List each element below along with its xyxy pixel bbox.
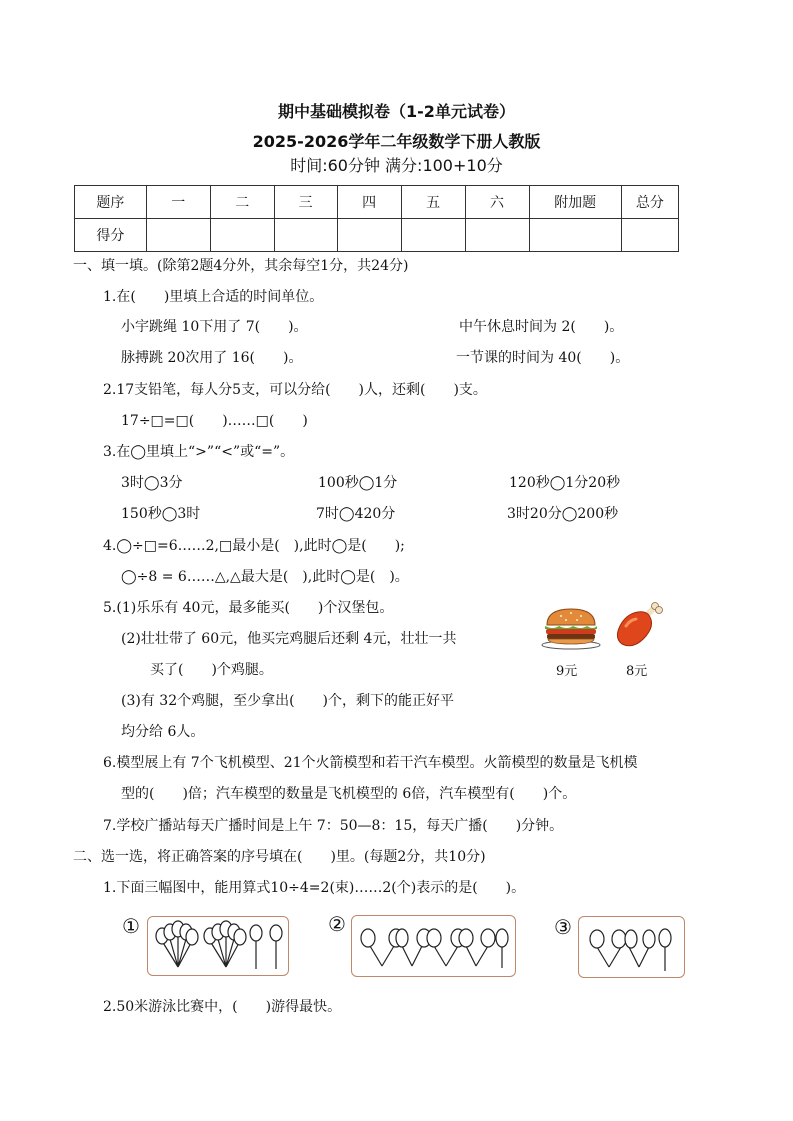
option-2-picture[interactable]: [351, 915, 516, 977]
q4-line2: ◯÷8 = 6……△,△最大是( ),此时◯是( )。: [121, 569, 409, 585]
option-1-label[interactable]: ①: [122, 914, 140, 938]
exam-time-info: 时间:60分钟 满分:100+10分: [290, 156, 503, 175]
q3-item: 7时◯420分: [316, 506, 396, 522]
q5-part2b: 买了( )个鸡腿。: [150, 662, 273, 678]
q3-item: 3时◯3分: [121, 475, 183, 491]
drumstick-icon: [612, 602, 664, 654]
score-header-cell: 五: [401, 186, 465, 219]
exam-title: 期中基础模拟卷（1-2单元试卷）: [278, 102, 515, 121]
section2-heading: 二、选一选，将正确答案的序号填在( )里。(每题2分，共10分): [73, 849, 486, 865]
score-input-cell[interactable]: [337, 219, 401, 252]
score-table: [74, 185, 679, 252]
score-input-cell[interactable]: [210, 219, 274, 252]
score-table-score-row: [75, 219, 679, 252]
q1-item-d: 一节课的时间为 40( )。: [456, 350, 630, 366]
score-header-cell: 三: [274, 186, 337, 219]
q5-part3b: 均分给 6人。: [121, 724, 205, 740]
q4-line1: 4.◯÷□=6……2,□最小是( ),此时◯是( );: [103, 538, 405, 554]
q5-part2a: (2)壮壮带了 60元，他买完鸡腿后还剩 4元，壮壮一共: [121, 631, 457, 647]
section1-heading: 一、填一填。(除第2题4分外，其余每空1分，共24分): [73, 258, 409, 274]
score-header-cell: 四: [337, 186, 401, 219]
option-2-label[interactable]: ②: [328, 912, 346, 936]
burger-price: 9元: [556, 664, 578, 679]
score-input-cell[interactable]: [465, 219, 529, 252]
score-input-cell[interactable]: [146, 219, 210, 252]
q1-item-c: 脉搏跳 20次用了 16( )。: [121, 350, 303, 366]
drumstick-price: 8元: [626, 664, 648, 679]
score-header-cell: 一: [146, 186, 210, 219]
score-input-cell[interactable]: [529, 219, 621, 252]
score-header-cell: 题序: [75, 186, 147, 219]
score-row-label: 得分: [75, 219, 147, 252]
s2-q1-stem: 1.下面三幅图中，能用算式10÷4=2(束)……2(个)表示的是( )。: [103, 880, 526, 896]
exam-subtitle: 2025-2026学年二年级数学下册人教版: [252, 132, 541, 151]
q5-part1: 5.(1)乐乐有 40元，最多能买( )个汉堡包。: [103, 600, 394, 616]
score-input-cell[interactable]: [274, 219, 337, 252]
q6-line1: 6.模型展上有 7个飞机模型、21个火箭模型和若干汽车模型。火箭模型的数量是飞机模: [103, 755, 638, 771]
score-header-cell: 六: [465, 186, 529, 219]
q1-stem: 1.在( )里填上合适的时间单位。: [103, 289, 324, 305]
q6-line2: 型的( )倍；汽车模型的数量是飞机模型的 6倍，汽车模型有( )个。: [121, 786, 577, 802]
score-input-cell[interactable]: [401, 219, 465, 252]
q7-line: 7.学校广播站每天广播时间是上午 7：50—8：15，每天广播( )分钟。: [103, 818, 564, 834]
balloon-bunch-icon: [148, 917, 288, 975]
burger-icon: [539, 605, 603, 651]
s2-q2-stem: 2.50米游泳比赛中，( )游得最快。: [103, 999, 342, 1015]
q1-item-b: 中午休息时间为 2( )。: [459, 319, 624, 335]
score-header-cell: 二: [210, 186, 274, 219]
score-header-cell: 附加题: [529, 186, 621, 219]
q3-stem: 3.在◯里填上“>”“<”或“=”。: [103, 444, 295, 460]
balloon-group-icon: [579, 917, 684, 977]
q5-part3a: (3)有 32个鸡腿，至少拿出( )个，剩下的能正好平: [121, 693, 455, 709]
q2-formula: 17÷□=□( )……□( ): [121, 413, 308, 429]
score-input-cell[interactable]: [621, 219, 678, 252]
option-3-label[interactable]: ③: [554, 915, 572, 939]
q3-item: 150秒◯3时: [121, 506, 201, 522]
q2-stem: 2.17支铅笔，每人分5支，可以分给( )人，还剩( )支。: [103, 382, 487, 398]
option-1-picture[interactable]: [147, 916, 289, 976]
balloon-pairs-icon: [352, 916, 515, 976]
q1-item-a: 小宇跳绳 10下用了 7( )。: [121, 319, 308, 335]
q3-item: 100秒◯1分: [318, 475, 398, 491]
score-table-header-row: [75, 186, 679, 219]
q3-item: 3时20分◯200秒: [507, 506, 619, 522]
q3-item: 120秒◯1分20秒: [509, 475, 621, 491]
option-3-picture[interactable]: [578, 916, 685, 978]
score-header-cell: 总分: [621, 186, 678, 219]
